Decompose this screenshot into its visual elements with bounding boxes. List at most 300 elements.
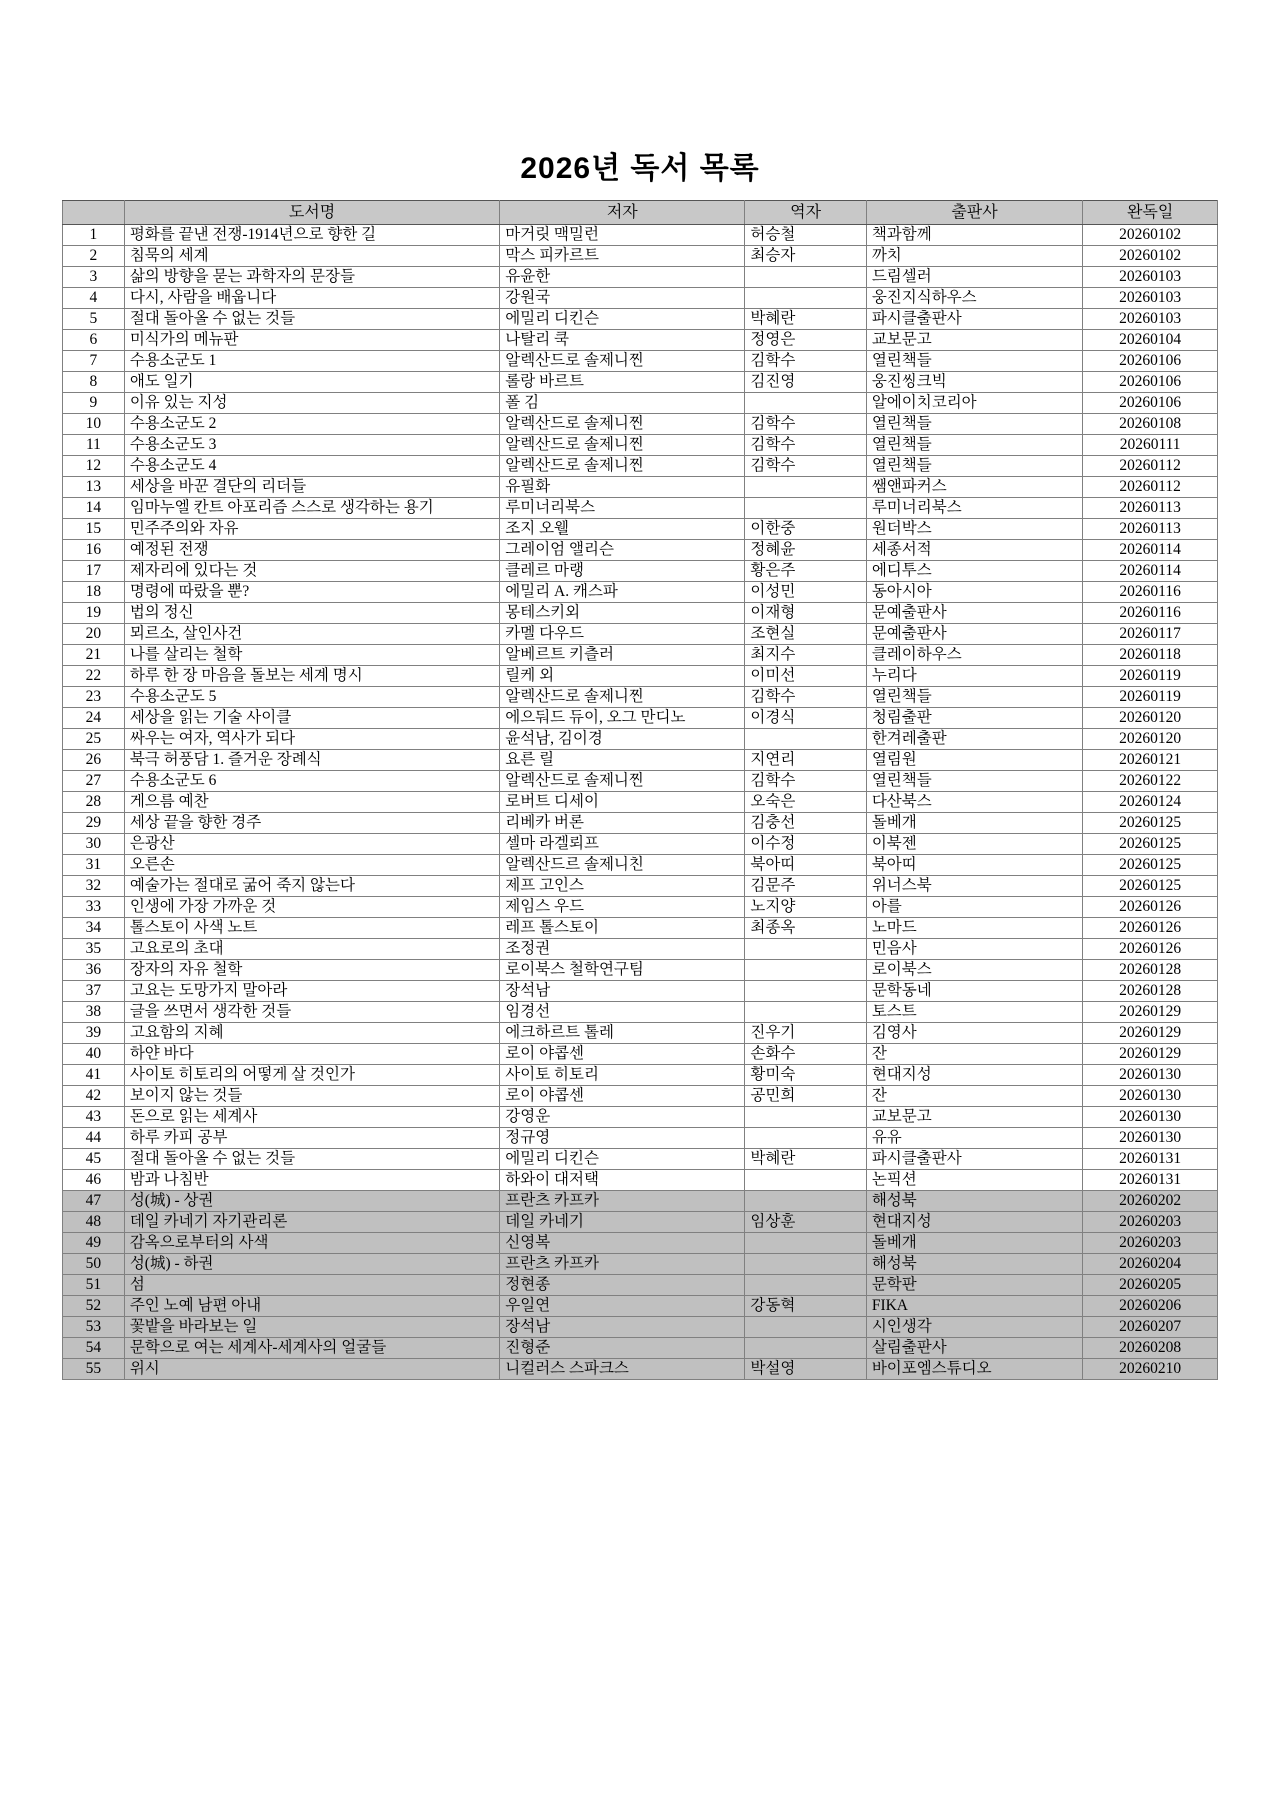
cell-publisher: 열린책들 <box>866 687 1082 708</box>
cell-title: 돈으로 읽는 세계사 <box>124 1107 499 1128</box>
cell-no: 37 <box>63 981 125 1002</box>
cell-no: 13 <box>63 477 125 498</box>
table-row <box>63 519 1218 540</box>
table-row <box>63 792 1218 813</box>
cell-completed: 20260120 <box>1083 729 1218 750</box>
cell-author: 알렉산드로 솔제니찐 <box>500 351 745 372</box>
cell-no: 43 <box>63 1107 125 1128</box>
table-row <box>63 1338 1218 1359</box>
cell-completed: 20260103 <box>1083 267 1218 288</box>
cell-completed: 20260130 <box>1083 1128 1218 1149</box>
cell-author: 정규영 <box>500 1128 745 1149</box>
cell-translator <box>745 477 866 498</box>
cell-title: 예정된 전쟁 <box>124 540 499 561</box>
table-row <box>63 708 1218 729</box>
cell-title: 글을 쓰면서 생각한 것들 <box>124 1002 499 1023</box>
cell-translator: 최지수 <box>745 645 866 666</box>
cell-publisher: 다산북스 <box>866 792 1082 813</box>
cell-no: 47 <box>63 1191 125 1212</box>
cell-title: 명령에 따랐을 뿐? <box>124 582 499 603</box>
table-row <box>63 771 1218 792</box>
cell-publisher: 해성북 <box>866 1254 1082 1275</box>
cell-translator <box>745 1002 866 1023</box>
cell-author: 장석남 <box>500 981 745 1002</box>
cell-no: 39 <box>63 1023 125 1044</box>
cell-title: 삶의 방향을 묻는 과학자의 문장들 <box>124 267 499 288</box>
cell-completed: 20260104 <box>1083 330 1218 351</box>
cell-publisher: 열린책들 <box>866 456 1082 477</box>
cell-title: 세상을 바꾼 결단의 리더들 <box>124 477 499 498</box>
cell-no: 3 <box>63 267 125 288</box>
column-header-no <box>63 201 125 225</box>
cell-publisher: 문예출판사 <box>866 603 1082 624</box>
cell-author: 몽테스키외 <box>500 603 745 624</box>
cell-no: 53 <box>63 1317 125 1338</box>
cell-title: 세상 끝을 향한 경주 <box>124 813 499 834</box>
cell-completed: 20260106 <box>1083 372 1218 393</box>
table-row <box>63 1233 1218 1254</box>
cell-publisher: 클레이하우스 <box>866 645 1082 666</box>
cell-title: 꽃밭을 바라보는 일 <box>124 1317 499 1338</box>
table-row <box>63 1023 1218 1044</box>
cell-no: 51 <box>63 1275 125 1296</box>
cell-completed: 20260106 <box>1083 393 1218 414</box>
cell-title: 다시, 사람을 배웁니다 <box>124 288 499 309</box>
cell-publisher: 살림출판사 <box>866 1338 1082 1359</box>
cell-translator <box>745 498 866 519</box>
cell-author: 데일 카네기 <box>500 1212 745 1233</box>
cell-translator: 김학수 <box>745 351 866 372</box>
cell-author: 윤석남, 김이경 <box>500 729 745 750</box>
cell-translator <box>745 960 866 981</box>
cell-publisher: 위너스북 <box>866 876 1082 897</box>
cell-author: 신영복 <box>500 1233 745 1254</box>
cell-publisher: 알에이치코리아 <box>866 393 1082 414</box>
cell-translator <box>745 1128 866 1149</box>
cell-title: 뫼르소, 살인사건 <box>124 624 499 645</box>
cell-title: 평화를 끝낸 전쟁-1914년으로 향한 길 <box>124 225 499 246</box>
cell-no: 2 <box>63 246 125 267</box>
table-row <box>63 456 1218 477</box>
cell-translator: 이미선 <box>745 666 866 687</box>
cell-no: 29 <box>63 813 125 834</box>
cell-translator <box>745 1275 866 1296</box>
cell-publisher: 토스트 <box>866 1002 1082 1023</box>
table-row <box>63 330 1218 351</box>
table-row <box>63 750 1218 771</box>
cell-translator: 김문주 <box>745 876 866 897</box>
cell-author: 로버트 디세이 <box>500 792 745 813</box>
table-header <box>63 201 1218 225</box>
table-row <box>63 393 1218 414</box>
cell-completed: 20260207 <box>1083 1317 1218 1338</box>
cell-publisher: 루미너리북스 <box>866 498 1082 519</box>
cell-completed: 20260121 <box>1083 750 1218 771</box>
table-row <box>63 666 1218 687</box>
cell-no: 34 <box>63 918 125 939</box>
cell-no: 31 <box>63 855 125 876</box>
cell-author: 조지 오웰 <box>500 519 745 540</box>
cell-title: 성(城) - 하권 <box>124 1254 499 1275</box>
cell-publisher: 파시클출판사 <box>866 1149 1082 1170</box>
cell-title: 수용소군도 6 <box>124 771 499 792</box>
cell-no: 7 <box>63 351 125 372</box>
cell-translator <box>745 981 866 1002</box>
cell-completed: 20260112 <box>1083 477 1218 498</box>
table-row <box>63 1170 1218 1191</box>
cell-title: 싸우는 여자, 역사가 되다 <box>124 729 499 750</box>
cell-title: 수용소군도 4 <box>124 456 499 477</box>
cell-no: 10 <box>63 414 125 435</box>
cell-translator: 손화수 <box>745 1044 866 1065</box>
cell-completed: 20260120 <box>1083 708 1218 729</box>
cell-title: 보이지 않는 것들 <box>124 1086 499 1107</box>
cell-title: 섬 <box>124 1275 499 1296</box>
cell-no: 19 <box>63 603 125 624</box>
cell-author: 그레이엄 앨리슨 <box>500 540 745 561</box>
cell-translator: 최종옥 <box>745 918 866 939</box>
table-row <box>63 477 1218 498</box>
cell-publisher: 문학판 <box>866 1275 1082 1296</box>
cell-no: 36 <box>63 960 125 981</box>
cell-title: 문학으로 여는 세계사-세계사의 얼굴들 <box>124 1338 499 1359</box>
cell-translator: 김학수 <box>745 456 866 477</box>
cell-publisher: 현대지성 <box>866 1065 1082 1086</box>
cell-author: 나탈리 쿡 <box>500 330 745 351</box>
cell-title: 사이토 히토리의 어떻게 살 것인가 <box>124 1065 499 1086</box>
cell-completed: 20260129 <box>1083 1023 1218 1044</box>
cell-title: 수용소군도 3 <box>124 435 499 456</box>
cell-translator: 김학수 <box>745 687 866 708</box>
cell-completed: 20260125 <box>1083 813 1218 834</box>
table-row <box>63 624 1218 645</box>
cell-completed: 20260119 <box>1083 666 1218 687</box>
table-row <box>63 645 1218 666</box>
cell-title: 제자리에 있다는 것 <box>124 561 499 582</box>
cell-publisher: 현대지성 <box>866 1212 1082 1233</box>
cell-publisher: 바이포엠스튜디오 <box>866 1359 1082 1380</box>
cell-no: 44 <box>63 1128 125 1149</box>
cell-no: 35 <box>63 939 125 960</box>
cell-translator: 허승철 <box>745 225 866 246</box>
cell-completed: 20260125 <box>1083 855 1218 876</box>
cell-title: 애도 일기 <box>124 372 499 393</box>
cell-title: 하얀 바다 <box>124 1044 499 1065</box>
cell-author: 로이 야콥센 <box>500 1044 745 1065</box>
cell-no: 16 <box>63 540 125 561</box>
cell-author: 하와이 대저택 <box>500 1170 745 1191</box>
cell-no: 1 <box>63 225 125 246</box>
cell-translator: 이한중 <box>745 519 866 540</box>
cell-completed: 20260122 <box>1083 771 1218 792</box>
cell-completed: 20260116 <box>1083 603 1218 624</box>
table-row <box>63 309 1218 330</box>
cell-completed: 20260118 <box>1083 645 1218 666</box>
cell-translator: 조현실 <box>745 624 866 645</box>
cell-translator: 정영은 <box>745 330 866 351</box>
cell-translator <box>745 1107 866 1128</box>
cell-no: 15 <box>63 519 125 540</box>
cell-completed: 20260130 <box>1083 1086 1218 1107</box>
cell-author: 리베카 버론 <box>500 813 745 834</box>
cell-title: 법의 정신 <box>124 603 499 624</box>
cell-author: 폴 김 <box>500 393 745 414</box>
cell-title: 장자의 자유 철학 <box>124 960 499 981</box>
cell-author: 알렉산드로 솔제니찐 <box>500 456 745 477</box>
cell-author: 제임스 우드 <box>500 897 745 918</box>
cell-publisher: 동아시아 <box>866 582 1082 603</box>
cell-title: 수용소군도 1 <box>124 351 499 372</box>
cell-publisher: 열린책들 <box>866 414 1082 435</box>
table-row <box>63 813 1218 834</box>
cell-author: 에크하르트 톨레 <box>500 1023 745 1044</box>
cell-author: 릴케 외 <box>500 666 745 687</box>
cell-author: 마거릿 맥밀런 <box>500 225 745 246</box>
cell-no: 22 <box>63 666 125 687</box>
cell-title: 고요는 도망가지 말아라 <box>124 981 499 1002</box>
table-row <box>63 834 1218 855</box>
cell-title: 은광산 <box>124 834 499 855</box>
cell-publisher: 교보문고 <box>866 330 1082 351</box>
table-row <box>63 1002 1218 1023</box>
table-row <box>63 960 1218 981</box>
cell-publisher: 김영사 <box>866 1023 1082 1044</box>
cell-publisher: 열린책들 <box>866 771 1082 792</box>
cell-author: 에밀리 A. 캐스파 <box>500 582 745 603</box>
cell-publisher: 원더박스 <box>866 519 1082 540</box>
cell-no: 6 <box>63 330 125 351</box>
cell-completed: 20260106 <box>1083 351 1218 372</box>
cell-completed: 20260203 <box>1083 1233 1218 1254</box>
cell-no: 41 <box>63 1065 125 1086</box>
reading-list-table <box>62 200 1218 1380</box>
cell-title: 고요로의 초대 <box>124 939 499 960</box>
cell-author: 프란츠 카프카 <box>500 1191 745 1212</box>
table-row <box>63 246 1218 267</box>
cell-completed: 20260206 <box>1083 1296 1218 1317</box>
cell-publisher: 시인생각 <box>866 1317 1082 1338</box>
table-row <box>63 351 1218 372</box>
cell-completed: 20260119 <box>1083 687 1218 708</box>
table-row <box>63 435 1218 456</box>
cell-completed: 20260128 <box>1083 981 1218 1002</box>
cell-author: 알렉산드로 솔제니찐 <box>500 414 745 435</box>
table-row <box>63 561 1218 582</box>
cell-author: 알렉산드로 솔제니찐 <box>500 435 745 456</box>
cell-no: 4 <box>63 288 125 309</box>
cell-no: 25 <box>63 729 125 750</box>
cell-completed: 20260112 <box>1083 456 1218 477</box>
cell-completed: 20260204 <box>1083 1254 1218 1275</box>
cell-translator: 진우기 <box>745 1023 866 1044</box>
cell-no: 28 <box>63 792 125 813</box>
cell-title: 민주주의와 자유 <box>124 519 499 540</box>
cell-publisher: 열린책들 <box>866 435 1082 456</box>
cell-title: 오른손 <box>124 855 499 876</box>
cell-translator: 박설영 <box>745 1359 866 1380</box>
cell-completed: 20260125 <box>1083 834 1218 855</box>
cell-title: 데일 카네기 자기관리론 <box>124 1212 499 1233</box>
cell-title: 수용소군도 5 <box>124 687 499 708</box>
cell-translator: 북아띠 <box>745 855 866 876</box>
cell-no: 30 <box>63 834 125 855</box>
page-title: 2026년 독서 목록 <box>520 152 760 185</box>
cell-translator: 공민희 <box>745 1086 866 1107</box>
table-row <box>63 1191 1218 1212</box>
cell-publisher: 돌베개 <box>866 813 1082 834</box>
cell-title: 세상을 읽는 기술 사이클 <box>124 708 499 729</box>
cell-publisher: 잔 <box>866 1044 1082 1065</box>
cell-title: 인생에 가장 가까운 것 <box>124 897 499 918</box>
cell-author: 에으둬드 듀이, 오그 만디노 <box>500 708 745 729</box>
cell-title: 게으름 예찬 <box>124 792 499 813</box>
cell-title: 이유 있는 지성 <box>124 393 499 414</box>
cell-completed: 20260205 <box>1083 1275 1218 1296</box>
cell-completed: 20260102 <box>1083 225 1218 246</box>
cell-title: 감옥으로부터의 사색 <box>124 1233 499 1254</box>
cell-publisher: 민음사 <box>866 939 1082 960</box>
cell-publisher: 문학동네 <box>866 981 1082 1002</box>
cell-completed: 20260131 <box>1083 1149 1218 1170</box>
table-row <box>63 897 1218 918</box>
cell-no: 42 <box>63 1086 125 1107</box>
cell-publisher: FIKA <box>866 1296 1082 1317</box>
cell-no: 54 <box>63 1338 125 1359</box>
cell-title: 절대 돌아올 수 없는 것들 <box>124 1149 499 1170</box>
table-row <box>63 1149 1218 1170</box>
table-row <box>63 1086 1218 1107</box>
cell-no: 20 <box>63 624 125 645</box>
cell-author: 레프 톨스토이 <box>500 918 745 939</box>
cell-title: 밤과 나침반 <box>124 1170 499 1191</box>
cell-no: 24 <box>63 708 125 729</box>
cell-completed: 20260208 <box>1083 1338 1218 1359</box>
cell-author: 에밀리 디킨슨 <box>500 1149 745 1170</box>
cell-completed: 20260131 <box>1083 1170 1218 1191</box>
cell-publisher: 웅진씽크빅 <box>866 372 1082 393</box>
column-header-completed: 완독일 <box>1083 201 1218 225</box>
cell-completed: 20260111 <box>1083 435 1218 456</box>
cell-translator: 지연리 <box>745 750 866 771</box>
cell-no: 26 <box>63 750 125 771</box>
cell-author: 로이 야콥센 <box>500 1086 745 1107</box>
cell-publisher: 문예출판사 <box>866 624 1082 645</box>
table-row <box>63 1254 1218 1275</box>
cell-publisher: 논픽션 <box>866 1170 1082 1191</box>
cell-no: 52 <box>63 1296 125 1317</box>
cell-translator: 김충선 <box>745 813 866 834</box>
cell-no: 12 <box>63 456 125 477</box>
cell-title: 주인 노예 남편 아내 <box>124 1296 499 1317</box>
table-row <box>63 918 1218 939</box>
cell-completed: 20260125 <box>1083 876 1218 897</box>
cell-translator <box>745 288 866 309</box>
cell-publisher: 유유 <box>866 1128 1082 1149</box>
cell-publisher: 책과함께 <box>866 225 1082 246</box>
cell-title: 임마누엘 칸트 아포리즘 스스로 생각하는 용기 <box>124 498 499 519</box>
cell-author: 유윤한 <box>500 267 745 288</box>
cell-completed: 20260129 <box>1083 1002 1218 1023</box>
cell-author: 임경선 <box>500 1002 745 1023</box>
cell-title: 미식가의 메뉴판 <box>124 330 499 351</box>
table-row <box>63 372 1218 393</box>
table-row <box>63 1065 1218 1086</box>
table-header-row <box>63 201 1218 225</box>
table-row <box>63 729 1218 750</box>
cell-completed: 20260103 <box>1083 309 1218 330</box>
table-row <box>63 1275 1218 1296</box>
cell-publisher: 교보문고 <box>866 1107 1082 1128</box>
cell-publisher: 로이북스 <box>866 960 1082 981</box>
cell-publisher: 잔 <box>866 1086 1082 1107</box>
table-row <box>63 1044 1218 1065</box>
cell-translator: 박혜란 <box>745 1149 866 1170</box>
cell-author: 니컬러스 스파크스 <box>500 1359 745 1380</box>
cell-completed: 20260114 <box>1083 561 1218 582</box>
cell-translator: 최승자 <box>745 246 866 267</box>
cell-no: 8 <box>63 372 125 393</box>
cell-publisher: 돌베개 <box>866 1233 1082 1254</box>
cell-no: 21 <box>63 645 125 666</box>
cell-translator: 황은주 <box>745 561 866 582</box>
cell-publisher: 웅진지식하우스 <box>866 288 1082 309</box>
cell-author: 유필화 <box>500 477 745 498</box>
table-row <box>63 687 1218 708</box>
cell-author: 제프 고인스 <box>500 876 745 897</box>
cell-translator: 오숙은 <box>745 792 866 813</box>
cell-translator: 김학수 <box>745 435 866 456</box>
table-row <box>63 1359 1218 1380</box>
cell-title: 위시 <box>124 1359 499 1380</box>
cell-author: 알렉산드로 솔제니찐 <box>500 687 745 708</box>
cell-no: 18 <box>63 582 125 603</box>
cell-publisher: 노마드 <box>866 918 1082 939</box>
cell-no: 45 <box>63 1149 125 1170</box>
cell-completed: 20260117 <box>1083 624 1218 645</box>
cell-author: 셀마 라겔뢰프 <box>500 834 745 855</box>
cell-author: 강원국 <box>500 288 745 309</box>
cell-title: 북극 허풍담 1. 즐거운 장례식 <box>124 750 499 771</box>
table-row <box>63 267 1218 288</box>
cell-title: 침묵의 세계 <box>124 246 499 267</box>
table-row <box>63 1296 1218 1317</box>
cell-author: 요른 릴 <box>500 750 745 771</box>
cell-publisher: 해성북 <box>866 1191 1082 1212</box>
cell-translator: 이수정 <box>745 834 866 855</box>
cell-author: 장석남 <box>500 1317 745 1338</box>
cell-publisher: 열린책들 <box>866 351 1082 372</box>
cell-completed: 20260114 <box>1083 540 1218 561</box>
cell-title: 톨스토이 사색 노트 <box>124 918 499 939</box>
table-row <box>63 876 1218 897</box>
cell-completed: 20260128 <box>1083 960 1218 981</box>
cell-publisher: 이북젠 <box>866 834 1082 855</box>
cell-translator <box>745 1317 866 1338</box>
cell-title: 하루 한 장 마음을 돌보는 세계 명시 <box>124 666 499 687</box>
cell-publisher: 누리다 <box>866 666 1082 687</box>
cell-translator: 박혜란 <box>745 309 866 330</box>
cell-translator <box>745 1191 866 1212</box>
cell-publisher: 청림출판 <box>866 708 1082 729</box>
table-row <box>63 1107 1218 1128</box>
cell-completed: 20260130 <box>1083 1065 1218 1086</box>
table-row <box>63 498 1218 519</box>
column-header-publisher: 출판사 <box>866 201 1082 225</box>
cell-completed: 20260202 <box>1083 1191 1218 1212</box>
cell-author: 강영운 <box>500 1107 745 1128</box>
cell-title: 하루 카피 공부 <box>124 1128 499 1149</box>
cell-translator <box>745 1233 866 1254</box>
